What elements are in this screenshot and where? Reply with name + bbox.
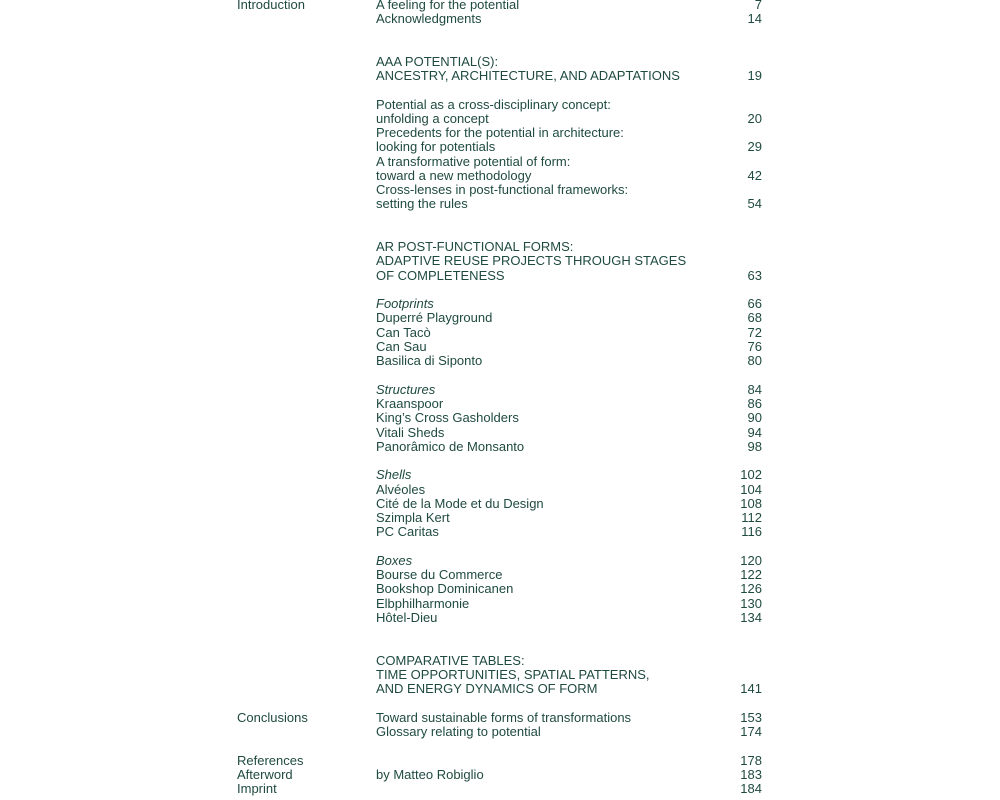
toc-page-number: 19 (747, 68, 762, 83)
toc-row (0, 711, 1000, 725)
toc-entry-text: looking for potentials (376, 139, 496, 154)
toc-page-number: 94 (747, 425, 762, 440)
toc-page-number: 102 (740, 467, 762, 482)
toc-entry-text: Cité de la Mode et du Design (376, 496, 544, 511)
toc-group-heading: Footprints (376, 296, 434, 311)
toc-row (0, 297, 1000, 311)
toc-row (0, 440, 1000, 454)
toc-part-heading: AND ENERGY DYNAMICS OF FORM (376, 681, 598, 696)
toc-row (0, 383, 1000, 397)
toc-entry-text: Vitali Sheds (376, 425, 445, 440)
toc-group-heading: Boxes (376, 553, 413, 568)
toc-part-heading: COMPARATIVE TABLES: (376, 653, 525, 668)
toc-row (0, 682, 1000, 696)
toc-row (0, 311, 1000, 325)
toc-entry-text: Kraanspoor (376, 396, 444, 411)
toc-entry-text: Acknowledgments (376, 11, 482, 26)
toc-entry-text: Hôtel-Dieu (376, 610, 438, 625)
toc-entry-text: Cross-lenses in post-functional frameworks: (376, 182, 629, 197)
toc-page-number: 76 (747, 339, 762, 354)
toc-page-number: 122 (740, 567, 762, 582)
toc-row (0, 654, 1000, 668)
toc-page-number: 183 (740, 767, 762, 782)
toc-page-number: 72 (747, 325, 762, 340)
toc-page-number: 29 (747, 139, 762, 154)
toc-entry-text: setting the rules (376, 196, 468, 211)
toc-part-heading: TIME OPPORTUNITIES, SPATIAL PATTERNS, (376, 667, 650, 682)
toc-part-heading: ANCESTRY, ARCHITECTURE, AND ADAPTATIONS (376, 68, 680, 83)
toc-row (0, 782, 1000, 796)
toc-entry-text: by Matteo Robiglio (376, 767, 484, 782)
toc-page-number: 134 (740, 610, 762, 625)
toc-row (0, 55, 1000, 69)
toc-row (0, 69, 1000, 83)
toc-page-number: 54 (747, 196, 762, 211)
toc-page-number: 112 (741, 510, 762, 525)
toc-section-title: Introduction (237, 0, 305, 12)
toc-entry-text: Precedents for the potential in architecture: (376, 125, 624, 140)
toc-entry-text: Szimpla Kert (376, 510, 450, 525)
toc-row (0, 269, 1000, 283)
toc-page-number: 63 (747, 268, 762, 283)
toc-row (0, 511, 1000, 525)
toc-entry-text: A transformative potential of form: (376, 154, 571, 169)
toc-row (0, 468, 1000, 482)
toc-row (0, 497, 1000, 511)
toc-entry-text: Glossary relating to potential (376, 724, 541, 739)
toc-row (0, 169, 1000, 183)
toc-page-number: 66 (747, 296, 762, 311)
toc-entry-text: Basilica di Siponto (376, 353, 483, 368)
toc-group-heading: Structures (376, 382, 436, 397)
toc-page-number: 130 (740, 596, 762, 611)
toc-page-number: 14 (747, 11, 762, 26)
toc-row (0, 197, 1000, 211)
toc-entry-text: PC Caritas (376, 524, 439, 539)
toc-part-heading: ADAPTIVE REUSE PROJECTS THROUGH STAGES (376, 253, 687, 268)
toc-page-number: 174 (740, 724, 762, 739)
toc-entry-text: Alvéoles (376, 482, 426, 497)
toc-row (0, 254, 1000, 268)
toc-page-number: 68 (747, 310, 762, 325)
toc-row (0, 768, 1000, 782)
toc-row (0, 525, 1000, 539)
toc-row (0, 183, 1000, 197)
toc-row (0, 340, 1000, 354)
toc-part-heading: OF COMPLETENESS (376, 268, 505, 283)
toc-page-number: 126 (740, 581, 762, 596)
toc-entry-text: A feeling for the potential (376, 0, 520, 12)
toc-entry-text: Duperré Playground (376, 310, 493, 325)
toc-section-title: Afterword (237, 767, 293, 782)
toc-part-heading: AR POST-FUNCTIONAL FORMS: (376, 239, 574, 254)
toc-row (0, 611, 1000, 625)
toc-entry-text: Can Sau (376, 339, 427, 354)
toc-page-number: 104 (740, 482, 762, 497)
toc-page-number: 178 (740, 753, 762, 768)
toc-row (0, 582, 1000, 596)
toc-page-number: 7 (754, 0, 762, 12)
toc-row (0, 354, 1000, 368)
toc-entry-text: Toward sustainable forms of transformations (376, 710, 632, 725)
toc-page-number: 80 (747, 353, 762, 368)
toc-page-number: 86 (747, 396, 762, 411)
toc-row (0, 12, 1000, 26)
toc-row (0, 0, 1000, 12)
toc-row (0, 397, 1000, 411)
toc-row (0, 326, 1000, 340)
toc-page-number: 90 (747, 410, 762, 425)
toc-row (0, 98, 1000, 112)
toc-row (0, 483, 1000, 497)
toc-row (0, 668, 1000, 682)
toc-section-title: Imprint (237, 781, 277, 796)
toc-entry-text: toward a new methodology (376, 168, 532, 183)
toc-row (0, 112, 1000, 126)
toc-entry-text: Can Tacò (376, 325, 431, 340)
toc-section-title: References (237, 753, 304, 768)
toc-page-number: 120 (740, 553, 762, 568)
toc-page-number: 153 (740, 710, 762, 725)
toc-row (0, 725, 1000, 739)
toc-group-heading: Shells (376, 467, 412, 482)
toc-entry-text: Elbphilharmonie (376, 596, 470, 611)
toc-entry-text: unfolding a concept (376, 111, 489, 126)
toc-entry-text: Panorâmico de Monsanto (376, 439, 525, 454)
toc-entry-text: Bookshop Dominicanen (376, 581, 514, 596)
toc-row (0, 126, 1000, 140)
toc-part-heading: AAA POTENTIAL(S): (376, 54, 499, 69)
toc-entry-text: King’s Cross Gasholders (376, 410, 519, 425)
toc-page-number: 84 (747, 382, 762, 397)
toc-row (0, 754, 1000, 768)
toc-row (0, 554, 1000, 568)
toc-page-number: 141 (740, 681, 762, 696)
toc-page-number: 98 (747, 439, 762, 454)
toc-row (0, 568, 1000, 582)
toc-page-number: 108 (740, 496, 762, 511)
toc-section-title: Conclusions (237, 710, 308, 725)
toc-entry-text: Bourse du Commerce (376, 567, 503, 582)
toc-entry-text: Potential as a cross-disciplinary concept: (376, 97, 611, 112)
toc-page-number: 20 (747, 111, 762, 126)
toc-row (0, 240, 1000, 254)
toc-row (0, 426, 1000, 440)
toc-row (0, 155, 1000, 169)
toc-page-number: 184 (740, 781, 762, 796)
toc-page-number: 116 (741, 524, 762, 539)
toc-row (0, 597, 1000, 611)
toc-row (0, 411, 1000, 425)
toc-page-number: 42 (747, 168, 762, 183)
toc-row (0, 140, 1000, 154)
